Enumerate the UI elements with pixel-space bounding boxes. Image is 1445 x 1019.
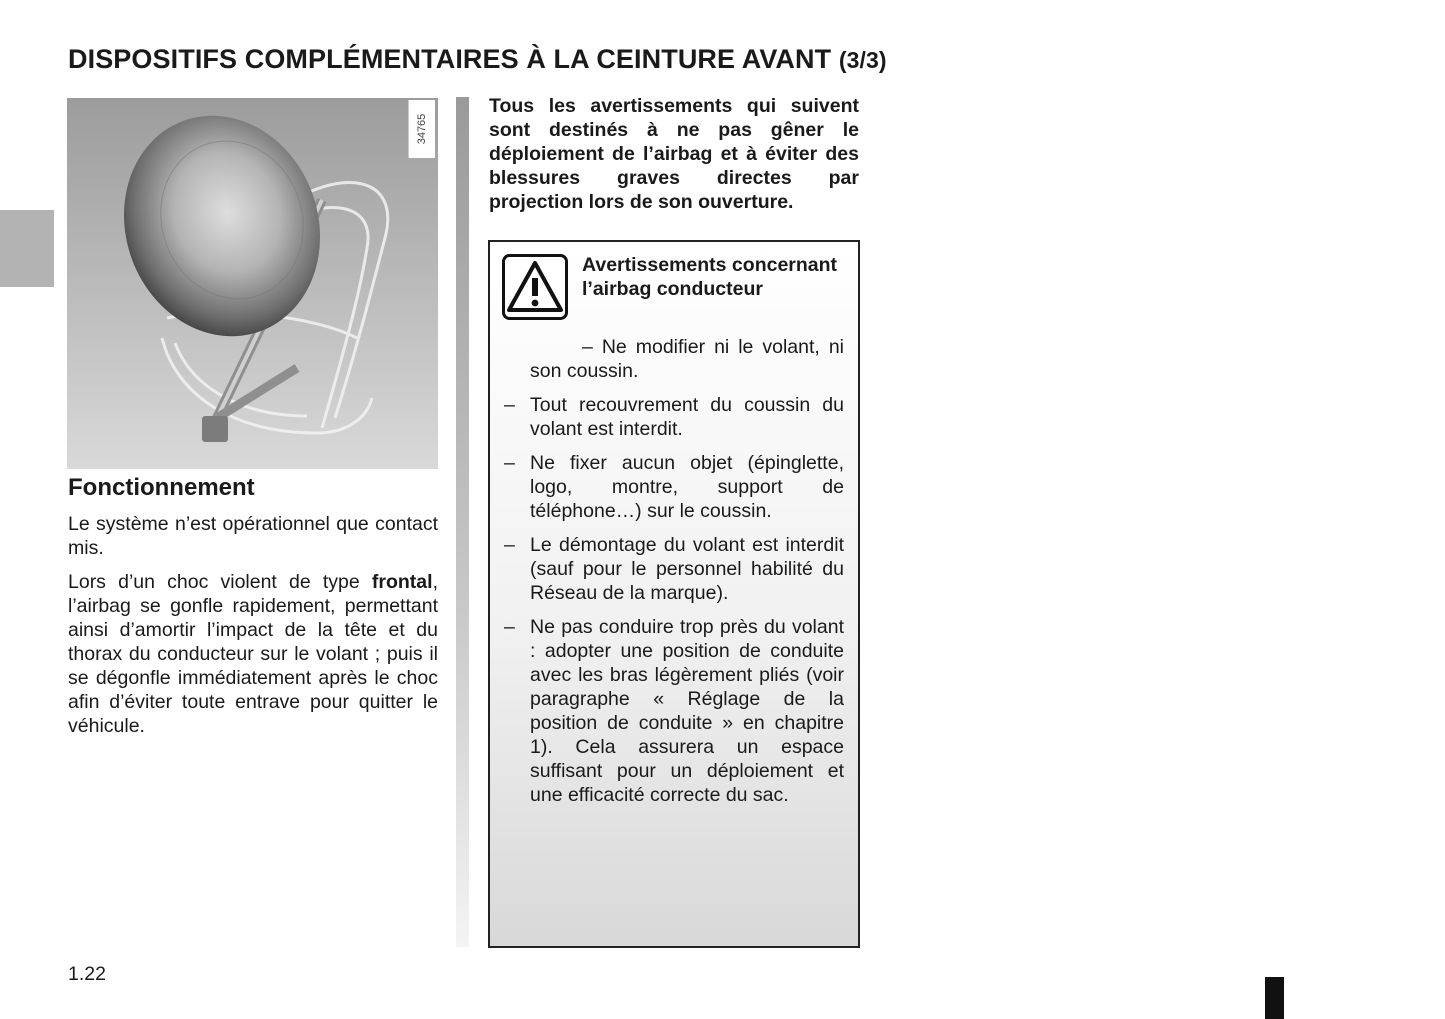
chapter-tab bbox=[0, 210, 54, 287]
list-item-text: Ne pas conduire trop près du volant : adopter une position de conduite avec les bras légèrement pliés (voir paragraphe « Réglage de la position de conduite » en chapitre 1). Cela assurera un espace suffisant pour un déploiement et une efficacité correcte du sac. bbox=[530, 616, 844, 806]
figure-code: 34765 bbox=[416, 113, 428, 145]
page-title bbox=[68, 44, 887, 75]
list-item-text: Tout recouvrement du coussin du volant est interdit. bbox=[530, 394, 844, 440]
list-item: – Ne pas conduire trop près du volant : adopter une position de conduite avec les bras légèrement pliés (voir paragraphe « Réglage de la position de conduite » en chapitre 1). Cela assurera un espace suffisant pour un déploiement et une efficacité correcte du sac. bbox=[504, 616, 844, 806]
list-item-text: Le démontage du volant est interdit (sauf pour le personnel habilité du Réseau de la marque). bbox=[530, 534, 844, 604]
page-title-part: (3/3) bbox=[838, 47, 887, 73]
warning-heading: Avertissements concernant l’airbag conducteur bbox=[582, 254, 838, 300]
intro-text: Tous les avertissements qui suivent sont destinés à ne pas gêner le déploiement de l’airbag et à éviter des blessures graves directes par projection lors de son ouverture. bbox=[489, 95, 859, 213]
page-title-text: DISPOSITIFS COMPLÉMENTAIRES À LA CEINTURE AVANT bbox=[68, 44, 832, 74]
paragraph bbox=[68, 570, 438, 738]
list-item-text: Ne fixer aucun objet (épinglette, logo, montre, support de téléphone…) sur le coussin. bbox=[530, 452, 844, 522]
warning-lead: – Ne modifier ni le volant, ni son coussin. bbox=[530, 336, 844, 382]
column-divider bbox=[456, 97, 469, 947]
belt-buckle bbox=[202, 416, 228, 442]
airbag-drawing bbox=[67, 98, 438, 469]
list-item: – Ne fixer aucun objet (épinglette, logo, montre, support de téléphone…) sur le coussin. bbox=[504, 452, 844, 522]
paragraph-text: Lors d’un choc violent de type bbox=[68, 571, 372, 593]
warning-list bbox=[504, 393, 844, 817]
page-edge-marker bbox=[1265, 977, 1284, 1019]
inflated-airbag bbox=[93, 98, 350, 364]
list-item: – Le démontage du volant est interdit (sauf pour le personnel habilité du Réseau de la marque). bbox=[504, 534, 844, 604]
warning-triangle-icon bbox=[502, 254, 568, 320]
warning-box bbox=[488, 240, 860, 948]
paragraph: Le système n’est opérationnel que contact mis. bbox=[68, 513, 438, 559]
section-heading: Fonctionnement bbox=[68, 474, 255, 501]
page-number: 1.22 bbox=[68, 963, 106, 985]
left-body bbox=[68, 512, 438, 748]
figure-code-box bbox=[408, 100, 435, 158]
airbag-illustration bbox=[67, 98, 438, 469]
paragraph-text: , l’airbag se gonfle rapidement, permettant ainsi d’amortir l’impact de la tête et du thorax du conducteur sur le volant ; puis il se dégonfle immédiatement après le choc afin d’éviter toute entrave pour quitter le véhicule. bbox=[68, 571, 438, 737]
bold-term: frontal bbox=[371, 571, 433, 593]
list-item: – Tout recouvrement du coussin du volant est interdit. bbox=[504, 394, 844, 440]
